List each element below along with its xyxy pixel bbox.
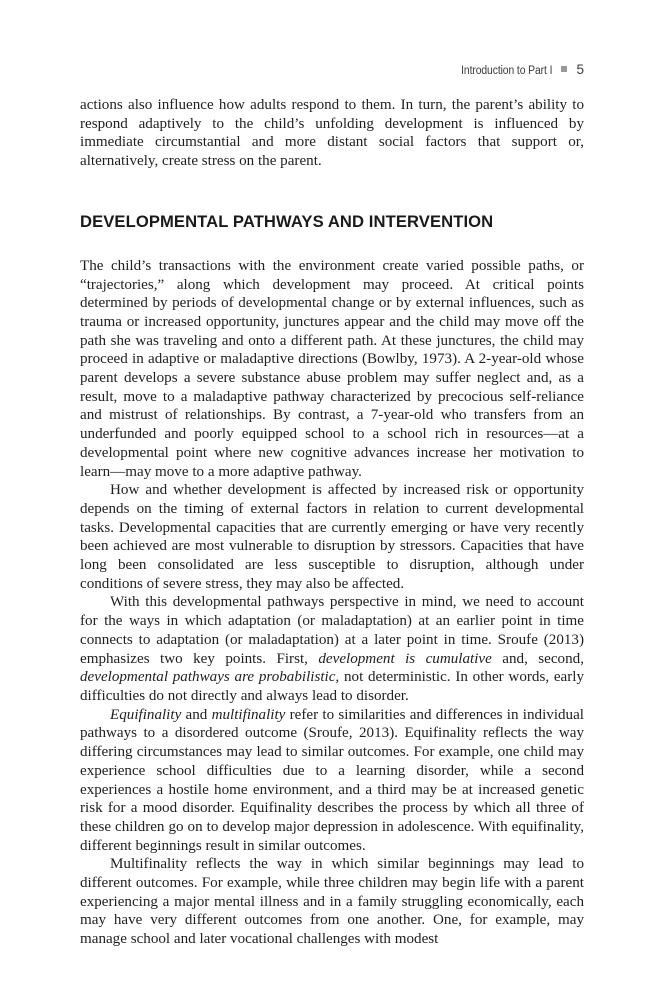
text-run: not deterministic. In other words, early difficulties do not directly and always lead to disorder. xyxy=(80,669,585,704)
emphasis-multifinality: multifinality xyxy=(211,706,286,723)
page-body xyxy=(80,96,584,949)
text-run: With this developmental pathways perspective in mind, we need to account for the ways in which adaptation (or maladaptation) at an earlier point in time connects to adaptation (or maladaptation) at a later point in time. Sroufe (2013) emphasizes two key points. First, xyxy=(80,594,584,667)
text-run: and, second, xyxy=(491,650,584,667)
paragraph-multifinality: Multifinality reflects the way in which similar beginnings may lead to different outcomes. For example, while three children may begin life with a parent experiencing a major mental illness and in a family struggling economically, each may have very different outcomes from one another. One, for example, may manage school and later vocational challenges with modest xyxy=(80,856,584,948)
text-run: and xyxy=(181,706,212,723)
page-number: 5 xyxy=(576,62,584,77)
emphasis-equifinality: Equifinality xyxy=(110,706,182,723)
text-run: refer to similarities and differences in individual pathways to a disordered outcome (Sroufe, 2013). Equifinality reflects the way differing circumstances may lead to similar outcomes. For example, one child may experience school difficulties due to a learning disorder, while a second experiences a hostile home environment, and a third may be at increased genetic risk for a mood disorder. Equifinality describes the process by which all three of these children go on to develop major depression in adolescence. With equifinality, different beginnings result in similar outcomes. xyxy=(80,706,584,854)
emphasis-cumulative: development is cumulative xyxy=(318,650,492,667)
paragraph-trajectories: The child’s transactions with the environment create varied possible paths, or “trajectories,” along which development may proceed. At critical points determined by periods of developmental change or by external influences, such as trauma or increased opportunity, junctures appear and the child may move off the path she was traveling and onto a different path. At these junctures, the child may proceed in adaptive or maladaptive directions (Bowlby, 1973). A 2-year-old whose parent develops a severe substance abuse problem may suffer neglect and, as a result, move to a maladaptive pathway characterized by precocious self-reliance and mistrust of relationships. By contrast, a 7-year-old who transfers from an underfunded and poorly equipped school to a school rich in resources—at a developmental point where new cognitive advances increase her motivation to learn—may move to a more adaptive pathway. xyxy=(80,257,584,480)
running-head-title: Introduction to Part I xyxy=(461,65,553,77)
section-heading: DEVELOPMENTAL PATHWAYS AND INTERVENTION xyxy=(80,211,494,231)
paragraph-sroufe xyxy=(80,593,584,705)
emphasis-probabilistic: developmental pathways are probabilistic, xyxy=(80,669,340,686)
running-head-separator xyxy=(561,66,567,72)
paragraph-equifinality xyxy=(80,706,584,856)
paragraph-continued: actions also influence how adults respond to them. In turn, the parent’s ability to respond adaptively to the child’s unfolding development is influenced by immediate circumstantial and more distant social factors that support or, alternatively, create stress on the parent. xyxy=(80,97,584,170)
running-head xyxy=(451,62,584,77)
paragraph-timing: How and whether development is affected by increased risk or opportunity depends on the timing of external factors in relation to current developmental tasks. Developmental capacities that are currently emerging or have very recently been achieved are most vulnerable to disruption by stressors. Capacities that have long been consolidated are less susceptible to disruption, although under conditions of severe stress, they may also be affected. xyxy=(80,482,584,592)
